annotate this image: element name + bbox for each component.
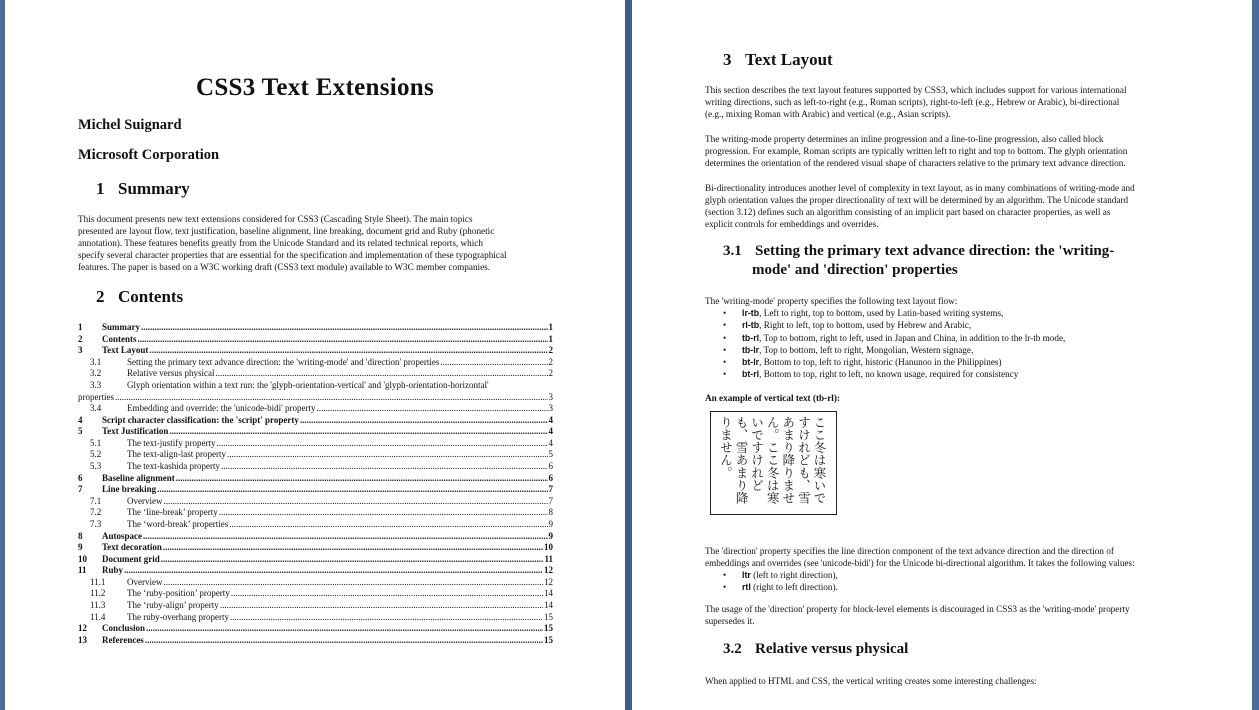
item-text: , Bottom to top, left to right, historic (Hanunoo in the Philippines) xyxy=(759,357,1002,368)
toc-page-number: 10 xyxy=(544,542,553,553)
toc-leader-dots xyxy=(440,357,547,369)
toc-page-number: 1 xyxy=(548,322,553,332)
summary-paragraph xyxy=(78,213,558,273)
toc-leader-dots xyxy=(115,392,548,404)
heading-text: Relative versus physical xyxy=(755,641,909,657)
bidi-paragraph xyxy=(705,182,1135,230)
toc-number: 7.2 xyxy=(90,507,102,518)
toc-entry[interactable] xyxy=(78,496,553,508)
item-text: , Bottom to top, right to left, no known usage, required for consistency xyxy=(759,369,1019,380)
toc-label: The ruby-overhang property xyxy=(127,611,229,622)
toc-label: Autospace xyxy=(102,530,142,541)
vertical-text-column: すけれども、雪 xyxy=(796,416,812,505)
toc-label: Embedding and override: the 'unicode-bidi' property xyxy=(127,402,316,413)
text-line: (e.g., mixing Roman with Arabic) and vertical (e.g., Asian scripts). xyxy=(705,109,951,119)
toc-page-number: 2 xyxy=(548,345,553,356)
text-line: The 'direction' property specifies the line direction component of the text advance direction and the direction of xyxy=(705,546,1114,556)
list-item xyxy=(705,344,1065,356)
toc-page-number: 9 xyxy=(548,530,553,541)
toc-label: Ruby xyxy=(102,565,124,576)
toc-number: 3.1 xyxy=(90,356,102,367)
text-line: Bi-directionality introduces another level of complexity in text layout, as in many combinations of writing-mode and xyxy=(705,183,1135,193)
vertical-text xyxy=(718,416,827,510)
toc-leader-dots xyxy=(220,600,543,612)
toc-number: 10 xyxy=(78,553,87,564)
heading-text: mode' and 'direction' properties xyxy=(752,262,958,278)
toc-entry[interactable] xyxy=(78,565,553,577)
heading-summary xyxy=(96,179,190,199)
list-item xyxy=(705,332,1065,344)
toc-number: 5.1 xyxy=(90,437,102,448)
toc-leader-dots xyxy=(143,531,548,543)
text-line: features. The paper is based on a W3C working draft (CSS3 text module) available to W3C member companies. xyxy=(78,262,491,272)
heading-number: 3 xyxy=(723,50,732,69)
toc-leader-dots xyxy=(229,519,547,531)
toc-page-number: 4 xyxy=(548,426,553,437)
toc-label: References xyxy=(102,634,144,645)
toc-entry[interactable] xyxy=(78,403,553,415)
toc-label: Line breaking xyxy=(102,484,157,495)
toc-number: 13 xyxy=(78,634,87,645)
toc-number: 6 xyxy=(78,472,83,483)
toc-leader-dots xyxy=(316,403,547,415)
toc-leader-dots xyxy=(141,322,548,334)
toc-leader-dots xyxy=(219,507,548,519)
writing-mode-intro: The 'writing-mode' property specifies the following text layout flow: xyxy=(705,296,958,306)
toc-label: properties xyxy=(78,391,114,402)
toc-number: 5.2 xyxy=(90,449,102,460)
toc-entry[interactable] xyxy=(78,380,553,403)
vertical-text-column: りません。 xyxy=(718,416,734,479)
toc-entry[interactable] xyxy=(78,438,553,450)
toc-page-number: 6 xyxy=(548,472,553,483)
toc-label: The ‘ruby-position’ property xyxy=(127,588,230,599)
keyword: ltr xyxy=(742,570,751,580)
toc-entry[interactable] xyxy=(78,357,553,369)
document-page-2 xyxy=(632,0,1252,710)
text-line: This document presents new text extensions considered for CSS3 (Cascading Style Sheet). The main topics xyxy=(78,214,473,224)
toc-number: 12 xyxy=(78,623,87,634)
toc-number: 7 xyxy=(78,484,83,495)
toc-entry[interactable] xyxy=(78,635,553,647)
direction-values-list xyxy=(705,569,838,594)
vertical-text-example-box xyxy=(710,411,837,515)
writing-mode-list xyxy=(705,307,1065,381)
document-title: CSS3 Text Extensions xyxy=(195,74,435,101)
toc-entry[interactable] xyxy=(78,322,553,334)
toc-page-number: 1 xyxy=(548,333,553,344)
toc-leader-dots xyxy=(215,368,547,380)
heading-text: Text Layout xyxy=(745,50,833,69)
toc-leader-dots xyxy=(227,449,548,461)
heading-contents xyxy=(96,287,183,307)
heading-text: Summary xyxy=(118,179,190,198)
toc-label: Relative versus physical xyxy=(127,368,215,379)
toc-page-number: 15 xyxy=(544,634,553,645)
toc-label: Glyph orientation within a text run: the 'glyph-orientation-vertical' and 'glyph-orientation-horizontal' xyxy=(127,379,489,390)
toc-number: 11.4 xyxy=(90,611,106,622)
text-line: progression. For example, Roman scripts are typically written left to right and top to bottom. The glyph orientation xyxy=(705,146,1128,156)
toc-entry[interactable] xyxy=(78,334,553,346)
toc-entry[interactable] xyxy=(78,345,553,357)
toc-leader-dots xyxy=(164,496,548,508)
toc-page-number: 14 xyxy=(544,588,553,599)
toc-entry[interactable] xyxy=(78,507,553,519)
toc-label: Text Layout xyxy=(102,345,149,356)
toc-page-number: 4 xyxy=(548,437,553,448)
toc-page-number: 11 xyxy=(544,553,553,564)
toc-label: The text-align-last property xyxy=(127,449,226,460)
keyword: tb-lr xyxy=(742,344,760,355)
keyword: lr-tb xyxy=(742,308,760,318)
toc-page-number: 15 xyxy=(544,611,553,622)
toc-number: 2 xyxy=(78,333,83,344)
toc-number: 7.1 xyxy=(90,495,102,506)
toc-label: Contents xyxy=(102,333,137,344)
toc-page-number: 6 xyxy=(548,460,553,471)
toc-label: Script character classification: the 'script' property xyxy=(102,414,299,425)
text-line: The usage of the 'direction' property for block-level elements is discouraged in CSS3 as the 'writing-mode' property xyxy=(705,604,1130,614)
list-item xyxy=(705,307,1065,319)
text-line: glyph orientation values the proper directionality of text will be determined by an algorithm. The Unicode standard xyxy=(705,195,1129,205)
toc-number: 3.2 xyxy=(90,368,102,379)
toc-label: The ‘line-break’ property xyxy=(127,507,218,518)
toc-leader-dots xyxy=(157,484,547,496)
item-text: (left to right direction), xyxy=(750,570,838,580)
toc-page-number: 5 xyxy=(548,449,553,460)
vertical-text-column: ここ冬は寒いで xyxy=(812,416,827,505)
toc-number: 8 xyxy=(78,530,83,541)
keyword: rl-tb xyxy=(742,320,760,331)
keyword: bt-lr xyxy=(742,357,760,368)
heading-number: 1 xyxy=(96,179,105,198)
toc-label: Setting the primary text advance direction: the 'writing-mode' and 'direction' properties xyxy=(127,356,440,367)
toc-entry[interactable] xyxy=(78,542,553,554)
toc-leader-dots xyxy=(149,345,547,357)
toc-entry[interactable] xyxy=(78,426,553,438)
toc-number: 4 xyxy=(78,414,83,425)
direction-paragraph xyxy=(705,545,1135,569)
text-line: This section describes the text layout features supported by CSS3, which includes support for various international xyxy=(705,85,1127,95)
toc-page-number: 15 xyxy=(544,623,553,634)
heading-number: 3.2 xyxy=(723,641,742,657)
text-line: annotation). These features benefits greatly from the Unicode Standard and its related technical reports, which xyxy=(78,238,483,248)
heading-text: Setting the primary text advance direction: the 'writing- xyxy=(755,243,1115,259)
toc-entry[interactable] xyxy=(78,623,553,635)
toc-number: 7.3 xyxy=(90,518,102,529)
toc-page-number: 12 xyxy=(544,565,553,576)
heading-number: 2 xyxy=(96,287,105,306)
toc-number: 11.3 xyxy=(90,600,106,611)
toc-number: 5 xyxy=(78,426,83,437)
toc-entry[interactable] xyxy=(78,588,553,600)
toc-page-number: 7 xyxy=(548,495,553,506)
item-text: , Top to bottom, right to left, used in Japan and China, in addition to the lr-tb mode, xyxy=(759,332,1066,343)
toc-number: 3.3 xyxy=(90,379,102,390)
list-item xyxy=(705,368,1065,380)
toc-page-number: 2 xyxy=(548,368,553,379)
text-line: determines the orientation of the rendered visual shape of characters relative to the primary text advance direction. xyxy=(705,158,1126,168)
toc-label: The ‘ruby-align’ property xyxy=(127,600,219,611)
toc-entry[interactable] xyxy=(78,577,553,589)
heading-writing-mode-direction xyxy=(723,242,1114,280)
text-line: explicit controls for embeddings and overrides. xyxy=(705,219,879,229)
toc-leader-dots xyxy=(145,635,543,647)
toc-page-number: 12 xyxy=(544,576,553,587)
toc-label: Summary xyxy=(102,322,140,332)
toc-page-number: 3 xyxy=(548,391,553,402)
toc-page-number: 3 xyxy=(548,402,553,413)
toc-label: Overview xyxy=(127,495,163,506)
list-item xyxy=(705,356,1065,368)
item-text: , Left to right, top to bottom, used by Latin-based writing systems, xyxy=(759,308,1004,318)
vertical-text-column: いですけれど xyxy=(749,416,765,492)
toc-entry[interactable] xyxy=(78,461,553,473)
table-of-contents xyxy=(78,322,553,646)
toc-number: 3 xyxy=(78,345,83,356)
toc-label: The ‘word-break’ properties xyxy=(127,518,229,529)
toc-label: Baseline alignment xyxy=(102,472,175,483)
toc-entry[interactable] xyxy=(78,484,553,496)
text-layout-intro-paragraph xyxy=(705,84,1127,120)
keyword: rtl xyxy=(742,582,751,593)
toc-leader-dots xyxy=(163,542,543,554)
document-page-1 xyxy=(5,0,625,710)
heading-text: Contents xyxy=(118,287,184,306)
list-item xyxy=(705,569,838,581)
toc-leader-dots xyxy=(300,415,548,427)
vertical-text-column: ん。ここ冬は寒 xyxy=(765,416,781,505)
toc-leader-dots xyxy=(164,577,544,589)
toc-entry[interactable] xyxy=(78,519,553,531)
toc-leader-dots xyxy=(230,612,543,624)
direction-usage-paragraph xyxy=(705,603,1130,627)
item-text: (right to left direction). xyxy=(750,582,838,593)
list-item xyxy=(705,319,1065,331)
toc-label: Text decoration xyxy=(102,542,162,553)
toc-leader-dots xyxy=(124,565,543,577)
toc-leader-dots xyxy=(169,426,547,438)
toc-leader-dots xyxy=(161,554,544,566)
toc-entry[interactable] xyxy=(78,368,553,380)
text-line: writing directions, such as left-to-right (e.g., Roman scripts), right-to-left (e.g., Hebrew or Arabic), bi-directional xyxy=(705,97,1120,107)
toc-number: 3.4 xyxy=(90,402,102,413)
keyword: tb-rl xyxy=(742,332,760,343)
text-line: presented are layout flow, text justification, baseline alignment, line breaking, document grid and Ruby (phonetic xyxy=(78,226,495,236)
author-name: Michel Suignard xyxy=(78,117,182,133)
vertical-text-caption: An example of vertical text (tb-rl): xyxy=(705,393,840,403)
item-text: , Right to left, top to bottom, used by Hebrew and Arabic, xyxy=(759,320,972,331)
text-line: (section 3.12) defines such an algorithm consisting of an implicit part based on character properties, as well as xyxy=(705,207,1111,217)
toc-number: 9 xyxy=(78,542,83,553)
relative-physical-paragraph: When applied to HTML and CSS, the vertical writing creates some interesting challenges: xyxy=(705,676,1037,686)
toc-page-number: 14 xyxy=(544,600,553,611)
vertical-text-column: あまり降りませ xyxy=(780,416,796,505)
heading-text-layout xyxy=(723,50,833,70)
toc-leader-dots xyxy=(221,461,548,473)
text-line: embeddings and overrides (see 'unicode-bidi') for the Unicode bi-directional algorithm. It takes the following values: xyxy=(705,558,1135,568)
toc-page-number: 7 xyxy=(548,484,553,495)
toc-entry[interactable] xyxy=(78,449,553,461)
toc-label: The text-kashida property xyxy=(127,460,220,471)
toc-entry[interactable] xyxy=(78,612,553,624)
toc-page-number: 2 xyxy=(548,356,553,367)
toc-entry[interactable] xyxy=(78,531,553,543)
text-line: specify several character properties that are essential for the specification and implementation of these typographical xyxy=(78,250,507,260)
toc-label: Overview xyxy=(127,576,163,587)
toc-leader-dots xyxy=(231,588,543,600)
toc-page-number: 9 xyxy=(548,518,553,529)
toc-entry[interactable] xyxy=(78,415,553,427)
text-line: supersedes it. xyxy=(705,616,755,626)
item-text: , Top to bottom, left to right, Mongolian, Western signage, xyxy=(759,344,974,355)
page-gutter xyxy=(625,0,632,710)
text-line: The writing-mode property determines an inline progression and a line-to-line progression, also called block xyxy=(705,134,1104,144)
heading-number: 3.1 xyxy=(723,243,742,259)
toc-leader-dots xyxy=(146,623,543,635)
toc-page-number: 8 xyxy=(548,507,553,518)
toc-label: Document grid xyxy=(102,553,160,564)
toc-entry[interactable] xyxy=(78,600,553,612)
toc-number: 11.2 xyxy=(90,588,106,599)
keyword: bt-rl xyxy=(742,369,760,380)
toc-entry[interactable] xyxy=(78,554,553,566)
author-organization: Microsoft Corporation xyxy=(78,147,220,163)
toc-page-number: 4 xyxy=(548,414,553,425)
toc-number: 5.3 xyxy=(90,460,102,471)
vertical-text-column: も、雪あまり降 xyxy=(734,416,750,505)
toc-leader-dots xyxy=(176,473,548,485)
toc-label: The text-justify property xyxy=(127,437,216,448)
toc-leader-dots xyxy=(216,438,547,450)
toc-number: 11.1 xyxy=(90,576,106,587)
toc-number: 11 xyxy=(78,565,87,576)
toc-leader-dots xyxy=(138,334,548,346)
toc-number: 1 xyxy=(78,322,83,332)
toc-label: Conclusion xyxy=(102,623,146,634)
writing-mode-paragraph xyxy=(705,133,1127,169)
toc-entry[interactable] xyxy=(78,473,553,485)
list-item xyxy=(705,581,838,593)
heading-relative-physical xyxy=(723,641,908,658)
toc-label: Text Justification xyxy=(102,426,169,437)
